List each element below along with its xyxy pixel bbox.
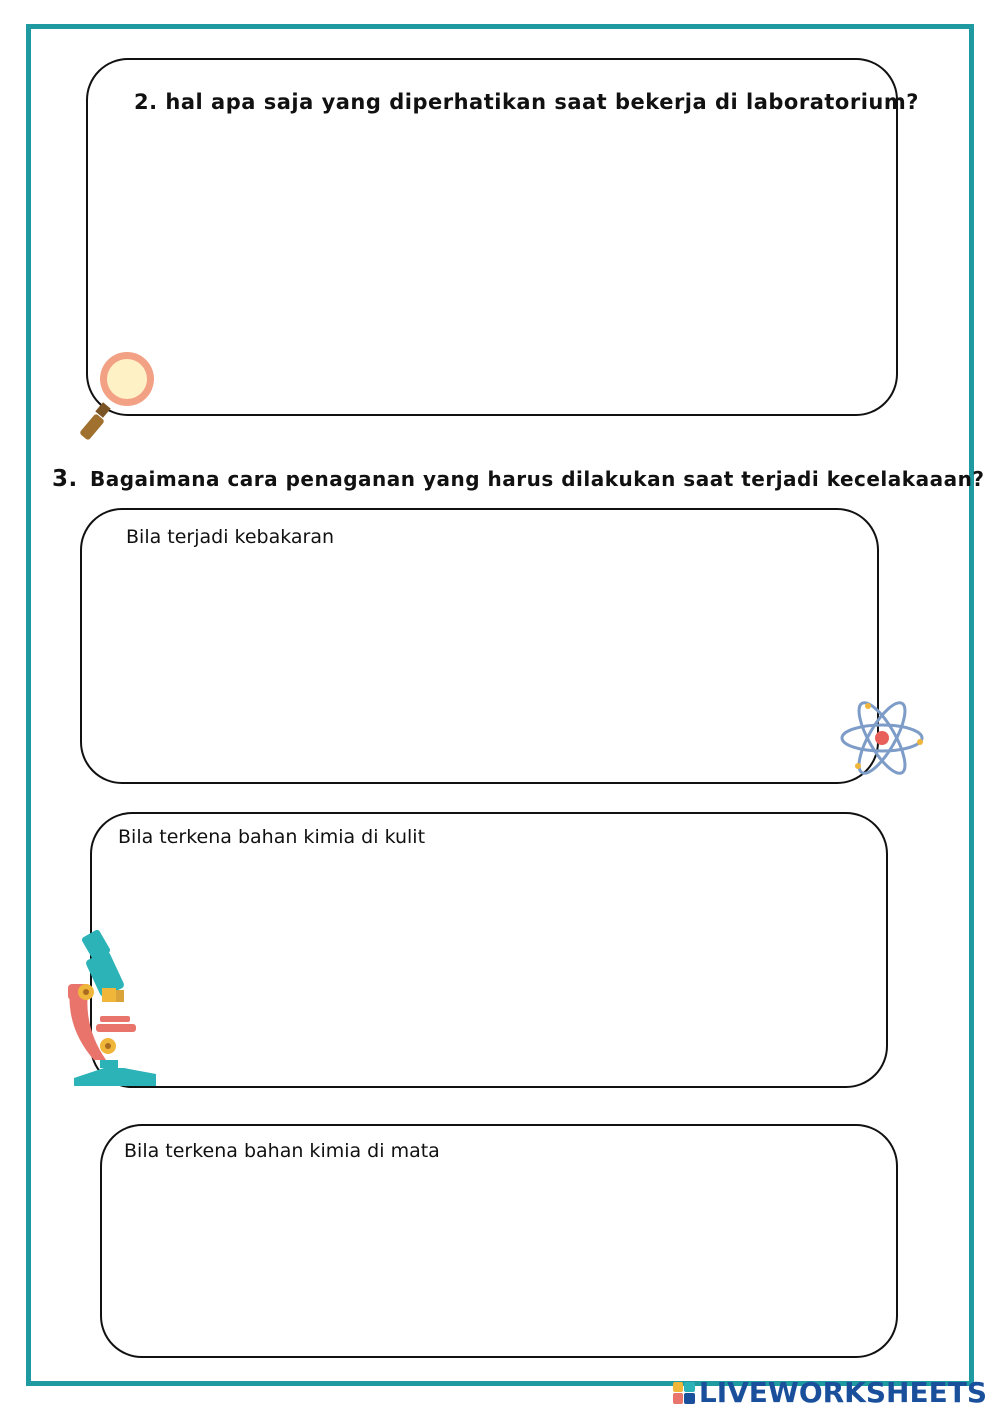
brand-watermark (673, 1376, 987, 1409)
answer-box-fire-input-area[interactable] (102, 560, 842, 760)
answer-box-skin-input-area[interactable] (132, 864, 862, 1064)
answer-box-skin (90, 812, 888, 1088)
atom-icon (838, 698, 926, 778)
question-3-text: Bagaimana cara penaganan yang harus dilakukan saat terjadi kecelakaaan? (90, 467, 985, 491)
brand-text: LIVEWORKSHEETS (698, 1376, 987, 1409)
question-2-text: 2. hal apa saja yang diperhatikan saat bekerja di laboratorium? (134, 90, 919, 114)
answer-box-skin-label: Bila terkena bahan kimia di kulit (118, 826, 426, 848)
answer-box-fire (80, 508, 879, 784)
answer-box-fire-label: Bila terjadi kebakaran (126, 526, 335, 548)
answer-box-eye-label: Bila terkena bahan kimia di mata (124, 1140, 440, 1162)
magnifying-glass-icon (80, 348, 160, 444)
brand-logo-icon (673, 1382, 695, 1404)
question-2-answer-area[interactable] (108, 130, 868, 390)
question-3-number: 3. (52, 466, 78, 492)
microscope-icon (64, 928, 164, 1090)
answer-box-eye (100, 1124, 898, 1358)
question-2-box (86, 58, 919, 416)
answer-box-eye-input-area[interactable] (122, 1176, 872, 1336)
